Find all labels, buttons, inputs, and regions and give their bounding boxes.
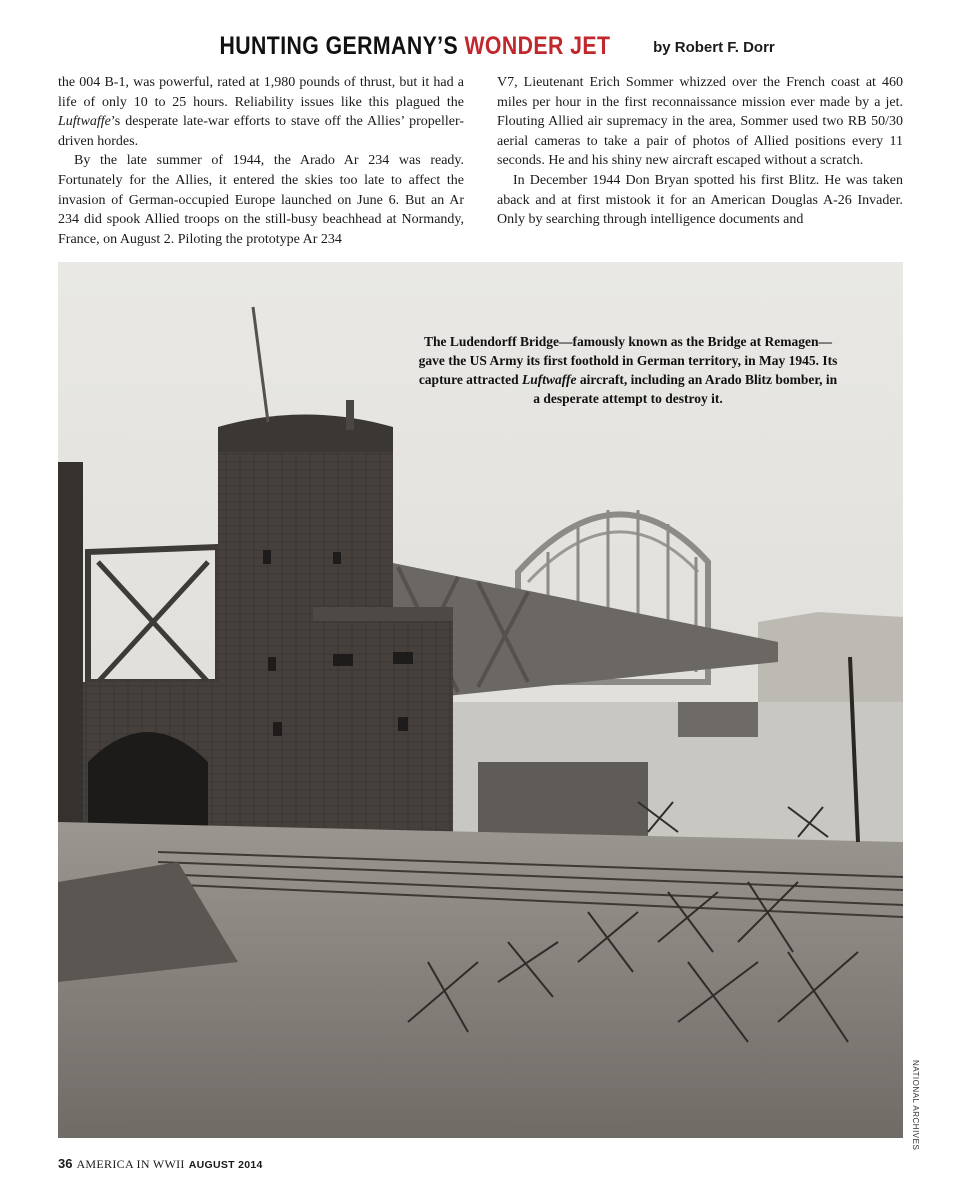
italic-text: Luftwaffe: [58, 114, 111, 130]
text-run: the 004 B-1, was powerful, rated at 1,980 pounds of thrust, but it had a life of only 10 to 25 hours. Reliability issues like this plagued the: [58, 75, 464, 110]
page-number: 36: [58, 1156, 73, 1171]
bridge-photo: [58, 262, 903, 1138]
article-header: [0, 32, 960, 61]
text-run: ’s desperate late-war efforts to stave off the Allies’ propeller-driven hordes.: [58, 114, 464, 149]
caption-italic: Luftwaffe: [522, 372, 577, 387]
issue-date: AUGUST 2014: [188, 1159, 263, 1171]
photo-credit: NATIONAL ARCHIVES: [911, 1060, 920, 1151]
paragraph: By the late summer of 1944, the Arado Ar 234 was ready. Fortunately for the Allies, it entered the skies too late to affect the invasion of German-occupied Europe launched on June 6. But an Ar 234 did spook Allied troops on the still-busy beachhead at Normandy, France, on August 2. Piloting the prototype Ar 234: [58, 153, 464, 247]
caption-text: The Ludendorff Bridge—famously known as the Bridge at Remagen—gave the US Army its first foothold in German territory, in May 1945. Its capture attracted: [418, 334, 838, 387]
text-column-right: [497, 73, 903, 230]
caption-text: aircraft, including an Arado Blitz bomber, in a desperate attempt to destroy it.: [533, 372, 838, 406]
paragraph: [58, 73, 464, 151]
title-prefix: HUNTING GERMANY’S: [219, 32, 459, 60]
paragraph: V7, Lieutenant Erich Sommer whizzed over the French coast at 460 miles per hour in the first reconnaissance mission ever made by a jet. Flouting Allied air supremacy in the area, Sommer used two RB 50/30 aerial cameras to take a pair of photos of Allied positions every 11 seconds. He and his shiny new aircraft escaped without a scratch.: [497, 75, 903, 169]
text-column-left: [58, 73, 464, 249]
author-byline: by Robert F. Dorr: [653, 39, 775, 56]
title-accent: WONDER JET: [464, 32, 611, 60]
paragraph: In December 1944 Don Bryan spotted his first Blitz. He was taken aback and at first mistook it for an American Douglas A-26 Invader. Only by searching through intelligence documents and: [497, 172, 903, 228]
photo-caption: [418, 332, 838, 408]
article-title: [220, 32, 611, 61]
magazine-name: AMERICA IN WWII: [76, 1157, 185, 1171]
page-footer: [58, 1156, 263, 1172]
